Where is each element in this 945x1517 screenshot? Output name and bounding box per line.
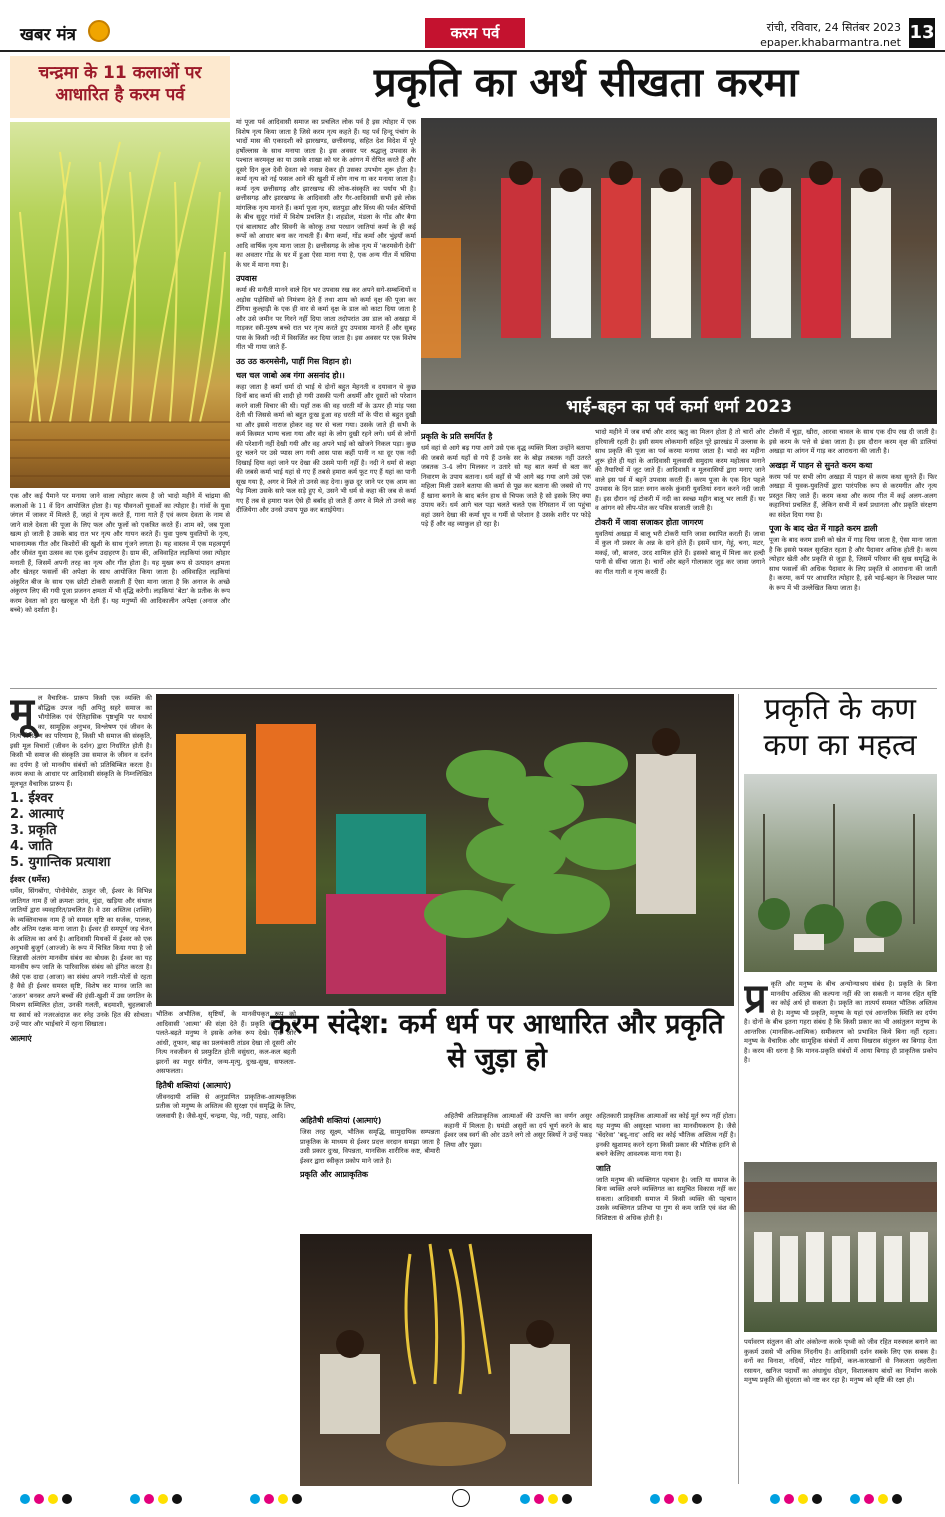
registration-dot <box>158 1494 168 1504</box>
middle-headline: करम संदेश: कर्म धर्म पर आधारित और प्रकृति से जुड़ा हो <box>270 1009 724 1074</box>
drummers-drawing <box>300 1234 592 1486</box>
registration-bar <box>0 1488 945 1510</box>
right-column-divider <box>738 694 739 1484</box>
verse-line-2: चल चल जाबो अब गंगा असनांद हो।। <box>236 370 345 380</box>
registration-dot <box>130 1494 140 1504</box>
registration-dot <box>520 1494 530 1504</box>
right-story-body <box>744 980 937 1158</box>
main-col-2 <box>421 428 591 684</box>
ritual-drawing <box>156 694 734 1006</box>
sprouts-basket-photo <box>10 122 230 488</box>
dancers-drawing <box>421 118 937 424</box>
brand-logo-icon <box>88 20 110 42</box>
sprouts-drawing <box>10 122 230 488</box>
main-col-1b-text: कर्मा की मनौती मानने वाले दिन भर उपवास रख कर अपने सगे-सम्बन्धियों व अड़ोस पड़ोसियों को निमंत्रण देते हैं तथा शाम को कर्मा वृक्ष की पूजा कर टँगिया कुल्हाड़ी के एक ही वार से कर्मा वृक्ष के डाल को काटा दिया जाता है और उसे जमीन पर गिरने नहीं दिया जाता तदोपरांत उस डाल को अखड़ा में गाड़कर स्त्री-पुरुष बच्चे रात भर नृत्य करते हुए उपवास मानते हैं और सुबह पास के किसी नदी में विसर्जित कर दिया जाता है। इस अवसर पर एक विशेष गीत भी गाया जाते हैं- <box>236 286 416 351</box>
right-story-body-2: पर्यावरण संतुलन की ओर अंकोल्ना करके पृथ्वी को जीव रहित मरुस्थल बनाने का कुकर्म उससे भी अधिक निंदनीय है। आदिवासी दर्शन सबके लिए एक सबक है। वनों का विनाश, नदियों, मोटर गाड़ियों, कल-कारखानों से निकलता जहरीला रसायन, खनिज पदार्थों का अंधाधुंध दोहन, विशालकाय बांधों का निर्माण करके मनुष्य प्रकृति की सुंदरता को नष्ट कर रहा है। मनुष्य को सृष्टि की रक्षा हो। <box>744 1338 937 1384</box>
main-col-3b-text: युवतियां अखड़ा में बालू भरी टोकरी यानि जावा स्थापित करती हैं। जावा में कुल नौ प्रकार के अन्न के दाने होते हैं। इसमें धान, गेहूं, चना, मटर, मकई, जौ, बाजरा, उरद शामिल होते हैं। इसको बालू में मिला कर हल्दी पानी से सींचा जाता है। चारों ओर बहनें गोलाकार जुड़ कर जावा जगाने का गीत गाती व नृत्य करती हैं। <box>595 529 765 576</box>
procession-photo <box>744 1162 937 1332</box>
registration-dot <box>548 1494 558 1504</box>
main-col-4 <box>769 428 937 684</box>
middle-col-2 <box>300 1112 440 1230</box>
registration-dot <box>650 1494 660 1504</box>
middle-col-1 <box>156 1010 296 1486</box>
registration-dot <box>292 1494 302 1504</box>
section-divider <box>10 688 937 689</box>
right-headline: प्रकृति के कण कण का महत्व <box>763 692 917 763</box>
registration-dot <box>692 1494 702 1504</box>
registration-dot <box>864 1494 874 1504</box>
verse-line-1: उठ उठ करमसेनी, पाहीं गिस विहान हो। <box>236 356 352 366</box>
middle-col-1-text: भौतिक अभौतिक, सृष्टियाँ, के मानवीयकृत रूप को आदिवासी 'आत्मा' की संज्ञा देते हैं। प्रकृति की गोद में पलते-बढ़ते मनुष्य ने इसके अनेक रूप देखे। एक ओर आंधी, तूफान, बाढ़ का प्रलयंकारी तांडव देखा तो दूसरी ओर नित्य नवजीवन से प्रस्फुटित होती वसुंधरा, कल-कल बहती झरनों का मधुर संगीत, जन्म-मृत्यु, दुःख-सुख, सफलता-असफलता। <box>156 1010 296 1075</box>
main-col-1-text: मां पूजा पर्व आदिवासी समाज का प्रचलित लोक पर्व है इस त्योहार में एक विशेष नृत्य किया जाता है जिसे करम नृत्य कहते हैं। यह पर्व हिन्दू पंचांग के भादों मास की एकादशी को झारखण्ड, छत्तीसगढ़, सहित देश विदेश में पूरे हर्षोल्लास के साथ मनाया जाता है। इस अवसर पर श्रद्धालु उपवास के पश्चात करमवृक्ष का या उसके शाखा को घर के आंगन में रोपित करते हैं और दूसरे दिन कुल देवी देवता को नवान्न देकर ही उसका उपभोग शुरू होता है। कर्मा नृत्य को नई फसल आने की खुशी में लोग नाच गा कर मनाया जाता है। कर्मा नृत्य छत्तीसगढ़ और झारखण्ड की लोक-संस्कृति का पर्याय भी है। छत्तीसगढ़ और झारखण्ड के आदिवासी और गैर-आदिवासी सभी इसे लोक मांगलिक नृत्य मानते हैं। कर्मा पूजा नृत्य, सतपुड़ा और विंध्य की पर्वत श्रेणियों के बीच सुदूर गांवों में विशेष प्रचलित है। शहडोल, मंडला के गोंड और बैगा एवं बालाघाट और सिवनी के कोरकू तथा परधान जातियां कर्मा के ही कई रूपों को आधार बना कर नाचती हैं। बैगा कर्मा, गोंड कर्मा और भुंइयाँ कर्मा आदि वार्षिक नृत्य माना जाता है। छत्तीसगढ़ के लोक नृत्य में 'करमसेनी देवी' का अवतार गोंड के घर में हुआ ऐसा माना गया है, एक अन्य गीत में घसिया के घर में माना गया है। <box>236 118 416 269</box>
brand-name: खबर मंत्र <box>20 25 77 45</box>
registration-dot <box>62 1494 72 1504</box>
lower-left-intro: ल वैचारिक- प्रारूप किसी एक व्यक्ति की बौद्धिक उपज नहीं अपितु सहरे समाज का भौगोलिक एवं ऐतिहासिक पृष्ठभूमि पर यथार्थ का, सामूहिक अनुभव, विश्लेषण एवं जीवन के नित्य निरीक्षण का परिणाम है, किसी भी समाज की संस्कृति, इसी मूल विचारों (जीवन के दर्शन) द्वारा निर्धारित होती है। किसी भी समाज की संस्कृति उस समाज के जीवन व दर्शन का दर्पण है जो मानवीय संबंधों को प्रतिबिम्बित करता है। करम कथा के आधार पर आदिवासी संस्कृति के निम्नलिखित मूलभूत वैचारिक प्रारूप हैं। <box>10 694 152 788</box>
side-headline: चन्द्रमा के 11 कलाओं पर आधारित है करम पर्व <box>38 63 202 105</box>
subhead-basket: टोकरी में जावा सजाकर होता जागरण <box>595 517 704 527</box>
main-col-3-text: भादो महीने में जब वर्षा और शरद ऋतु का मिलन होता है तो चारों ओर हरियाली रहती है। इसी समय लोकमानी सहित पूरे झारखंड में उल्लास के साथ प्रकृति की पूजा का पर्व करमा मनाया जाता है। भादो का महीना शुरू होते ही यहां के आदिवासी मूलवासी समुदाय करम महोत्सव मनाने की तैयारियों में जुट जाते हैं। आदिवासी व मूलवासियों द्वारा मनाए जाने वाले इस पर्व में बहनें उपवास करती हैं। करम पूजा के एक दिन पहले उपवास के दिन प्रातः स्नान करके कुंवारी युवतियां स्नान करने नदी जाती हैं। इस दौरान नई टोकरी में नदी का स्वच्छ महीन बालू भर लाती हैं। घर व आंगन को लीप-पोत कर पवित्र सजाती जाती है। <box>595 428 765 512</box>
middle-col-4 <box>596 1112 736 1486</box>
main-headline: प्रकृति का अर्थ सीखता करमा <box>373 60 799 106</box>
registration-dot <box>892 1494 902 1504</box>
subhead-god: ईश्वर (धर्मेस) <box>10 875 51 884</box>
registration-dot <box>48 1494 58 1504</box>
middle-col-1b-text: जीवनदायी शक्ति से अनुप्राणित प्राकृतिक-आत्मकृतिक प्रतीक जो मनुष्य के अस्तित्व की सुरक्षा एवं समृद्धि के लिए, जलवायी है। जैसे-सूर्य, चन्द्रमा, पेड़, नदी, पहाड़, आदि। <box>156 1092 296 1120</box>
right-story-text: कृति और मनुष्य के बीच अन्योन्याश्रय संबंध है। प्रकृति के बिना मानवीय अस्तित्व की कल्पना नहीं की जा सकती न मानव रहित सृष्टि का कोई अर्थ हो सकता है। प्रकृति का तात्पर्य समस्त भौतिक अस्तित्व से है। मनुष्य भी प्रकृति, मनुष्य के यहां एवं आन्तरिक स्थिति का दर्पण है। दोनों के बीच इतना गहरा संबंध है कि किसी प्रकार का भी असंतुलन मनुष्य के आन्तरिक (मानसिक-आत्मिक) समीकरण को प्रभावित किये बिना नहीं रहता। मनुष्य के वैचारिक और सामूहिक संबंधों में आया विखराव संतुलन का बिगाड़ देता है। करम की धरना है कि मानव-प्रकृति संबंधों में आया बिगाड़ ही प्राकृतिक प्रकोप है। <box>744 980 937 1064</box>
registration-dot <box>144 1494 154 1504</box>
registration-dot <box>798 1494 808 1504</box>
registration-dot <box>770 1494 780 1504</box>
concept-5: 5. युगान्तिक प्रत्याशा <box>10 855 111 870</box>
concept-3: 3. प्रकृति <box>10 823 57 838</box>
ritual-offering-photo <box>156 694 734 1006</box>
registration-dot <box>172 1494 182 1504</box>
lower-left-body: धर्मेस, सिंगबोंगा, पोनोमेसेर, ठाकुर जी, ईश्वर के विभिन्न जातिगत नाम हैं जो क्रमशः उरांव, मुंडा, खड़िया और संथाल जातियों द्वारा व्यवहारित/प्रचलित है। वे उस अस्तित्व (शक्ति) के व्यक्तिवाचक नाम हैं जो समस्त सृष्टि का सर्जक, पालक, और अंतिम रक्षक माना जाता है। ईश्वर ही समपूर्ण जड़ चेतन के अस्तित्व का अर्थ है। आदिवासी मिथकों में ईश्वर को एक अनुभवी बुजुर्ग (आज्जो) के रूप में चित्रित किया गया है जो जिज्ञासी अंतरंग मानवीय संबंध का बोधक है। ईश्वर का यह मानवीय रूप जाति के पारिवारिक संबंध को इंगित करता है। जैसे एक दादा (आजा) का संबंध अपने नाती-पोतों से रहता है वैसे ही ईश्वर समस्त सृष्टि, विशेष कर मानव जाति का 'अजन' बनकर अपने बच्चों की हंसी-खुशी में उस जगतिन के मिश्रण सम्मिलित होता, उनकी गलती, बदमाशी, चुहलबाजी या स्वार्थ को नजरअंदाज कर स्नेह उनके हित की सोचता। उन्हें प्यार और भाईचारे में रहना सिखाता। <box>10 887 152 1028</box>
section-tag: करम पर्व <box>425 18 525 48</box>
page-number: 13 <box>909 18 935 48</box>
concept-4: 4. जाति <box>10 839 53 854</box>
middle-col-4b-text: जाति मनुष्य की व्यक्तिगत पहचान है। जाति या समाज के बिना व्यक्ति अपने व्यक्तिगत का समुचित विकास नहीं कर सकता। आदिवासी समाज में किसी व्यक्ति की पहचान उसके व्यक्तिगत प्रतिभा या गुण से कम जाति एवं वंश की विशिष्टता से अधिक होती है। <box>596 1175 736 1222</box>
drummers-photo <box>300 1234 592 1486</box>
date-text: रांची, रविवार, 24 सितंबर 2023 <box>766 21 901 34</box>
subhead-nature: प्रकृति के प्रति समर्पित है <box>421 432 493 441</box>
registration-dot <box>264 1494 274 1504</box>
side-story-body: एक और कई पैमाने पर मनाया जाने वाला त्योहार करम है जो भादो महीने में चांद्रमा की कलाओं के 11 वें दिन आयोजित होता है। यह यौवनओं युवाओं का त्योहार है। गांवों के युवा जंगल में जाकर में मिलते हैं, जहां वे नृत्य करते हैं, गाना गाते हैं एवं करम देवता के नाम से जाने वाले देवता की पूजा के लिए फल और फूलों को एकत्रित करते हैं। शाम को, जब पूजा खत्म हो जाती है उसके बाद रात भर नृत्य और गायन करते हैं। युवा पुरुष युवतियों के नृत्य, भावनात्मक गीत और किशोरों की खुशी के साथ गूंजने लगता है। यह वास्तव में एक महत्वपूर्ण और जीवंत युवा उत्सव का एक दुर्लभ उदाहरण है। ग्राम की, अविवाहित लड़कियां जवा त्योहार मनाती हैं, जिसमें अपनी तरह का नृत्य और गीत होता है। यह मुख्य रूप से उत्पादन क्षमता और खेतहर फसलों की अपेक्षा के साथ आयोजित किया जाता है। अविवाहित लड़कियां अंकुरित बीज के साथ एक छोटी टोकरी सजाती हैं ऐसा माना जाता है कि अनाज के अच्छे अंकुरण लिए की गयी पूजा प्रजनन क्षमता में भी वृद्धि करेगी। लड़कियां 'बेटा' के प्रतीक के रूप करम देवता को हरा खरबूज भी देती हैं। यह मनुष्यों की आदिकालीन अपेक्षा (अनाज और बच्चे) को दर्शाता है। <box>10 492 230 614</box>
subhead-benevolent: हितैषी शक्तियां (आत्माएं) <box>156 1080 232 1090</box>
registration-crosshair-icon <box>452 1489 470 1507</box>
registration-dot <box>878 1494 888 1504</box>
registration-dot <box>850 1494 860 1504</box>
registration-dot <box>278 1494 288 1504</box>
registration-dot <box>34 1494 44 1504</box>
registration-dot <box>20 1494 30 1504</box>
side-headline-box <box>10 56 230 118</box>
registration-dot <box>664 1494 674 1504</box>
main-col-4-text: टोकरी में चूड़ा, खीरा, आरवा चावल के साथ एक दीप रख दी जाती है। इसे करम के पत्ते से ढंका जाता है। इस दौरान करम वृक्ष की डालियां अखड़ा या आंगन में गाड़ कर आराधना की जाती है। <box>769 428 937 455</box>
procession-drawing <box>744 1162 937 1332</box>
subhead-souls: आत्माएं <box>10 1033 32 1043</box>
subhead-story: अखड़ा में पाहन से सुनते करम कथा <box>769 460 873 470</box>
middle-col-3 <box>444 1112 592 1230</box>
middle-col-4-text: अहितकारी प्राकृतिक आत्माओं का कोई मूर्त रूप नहीं होता। यह मनुष्य की असुरक्षा भावना का मानवीयकरण है। जैसे 'चेंदरेवा' 'बदू-नाद' आदि का कोई भौतिक अस्तित्व नहीं है। इनकी खुशामद करने रहना किसी प्रकार की भौतिक हानि से बचने केलिए आवश्यक माना गया है। <box>596 1112 736 1158</box>
right-drop-letter: प्र <box>744 980 767 1022</box>
main-col-3 <box>595 428 765 684</box>
main-col-1 <box>236 118 416 684</box>
website-link[interactable]: epaper.khabarmantra.net <box>760 36 901 49</box>
subhead-natural: प्रकृति और आप्राकृतिक <box>300 1170 369 1179</box>
photo-caption: भाई-बहन का पर्व कर्मा धर्मा 2023 <box>421 390 937 424</box>
subhead-malevolent: अहितैषी शक्तियां (आत्माएं) <box>300 1116 382 1125</box>
subhead-caste: जाति <box>596 1163 611 1173</box>
registration-dot <box>784 1494 794 1504</box>
dateline <box>760 20 901 50</box>
lower-left-column <box>10 694 152 1486</box>
middle-col-2-text: जिस तरह सूक्ष्म, भौतिक समृद्धि, सामुदायिक सम्पन्नता प्राकृतिक के माध्यम से ईश्वर प्रदत्त वरदान समझा जाता है उसी प्रकार दुःख, विपन्नता, मानसिक शारीरिक कष्ट, बीमारी ईश्वर द्वारा स्वीकृत प्रकोप माने जाते है। <box>300 1128 440 1165</box>
shrine-photo <box>744 774 937 972</box>
festival-dance-photo <box>421 118 937 424</box>
registration-dot <box>562 1494 572 1504</box>
subhead-fast: उपवास <box>236 274 257 283</box>
concept-2: 2. आत्माएं <box>10 807 64 822</box>
middle-col-3-text: अहितैषी अतिप्राकृतिक आत्माओं की उत्पत्ति का वर्णन असुर कहानी में मिलता है। घमंडी असुरों का दर्प चूर्ण करने के बाद ईश्वर जब स्वर्ग की ओर उठने लगे तो असुर स्त्रियों ने उन्हें पकड़ लिया और पूछा। <box>444 1112 592 1149</box>
concept-1: 1. ईश्वर <box>10 791 53 806</box>
registration-dot <box>812 1494 822 1504</box>
registration-dot <box>250 1494 260 1504</box>
main-col-4c-text: पूजा के बाद करम डाली को खेत में गाड़ दिया जाता है, ऐसा माना जाता है कि इससे फसल सुरक्षित रहता है और पैदावार अधिक होती है। करम त्योहार खेती और प्रकृति से जुड़ा है, जिसमें परिवार की सुख समृद्धि के साथ फसलों की अधिक पैदावार के लिए प्रकृति से आराधना की जाती है। करमा, कर्म पर आधारित त्योहार है, इसे भाई-बहन के निश्छल प्यार के रूप में भी उल्लेखित किया जाता है। <box>769 536 937 592</box>
main-col-2-text: कहा जाता है कर्मा धर्मा दो भाई थे दोनों बहुत मेहनती व दयावान थे कुछ दिनों बाद कर्मा की शादी हो गयी उसकी पत्नी अधर्मी और दूसरों को परेशान करने वाली विचार की थी। यहाँ तक की वह धरती माँ के ऊपर ही मांड़ पसा देती थी जिससे कर्मा को बहुत दुःख हुआ वह धरती माँ के पीरा से बहुत दुखी था और इससे नाराज होकर वह घर से चला गया। उसके जाते ही सभी के कर्म किस्मत भाग्य चला गया और वहां के लोग दुखी रहने लगे। धर्म से लोगों की परेशानी नहीं देखी गयी और वह अपने भाई को खोजने निकल पड़ा। कुछ दूर चलने पर उसे प्यास लग गयी आस पास कहीं पानी न था दूर एक नदी दिखाई दिया वहां जाने पर देखा की उसमे पानी नहीं है। नदी ने धर्मा से कहा की जबसे कर्मा भाई यहां से गए हैं तबसे हमारा कर्म फूट गए हैं यहां का पानी सूख गया है, अगर वे मिले तो उनसे कह देना। कुछ दूर जाने पर एक आम का पेड़ मिला उसके सारे फल सड़े हुए थे, उसने भी धर्म से कहा की जब से कर्मा गए हैं तब से हमारा फल ऐसे ही बर्बाद हो जाते हैं अगर वे मिले तो उनसे कह दीजियेगा और उनसे उपाय पूछ कर बताईयेगा। <box>236 382 416 514</box>
shrine-drawing <box>744 774 937 972</box>
main-col-4b-text: करम पर्व पर सभी लोग अखड़ा में पाहन से करम कथा सुनते हैं। फिर अखड़ा में युवक-युवतियों द्वारा पारंपरिक रूप से करमगीत और नृत्य प्रस्तुत किए जाते हैं। करम कथा और करम गीत में कई अलग-अलग कहानियां प्रचलित हैं, लेकिन सभी में कर्म प्रधानता और प्रकृति संरक्षण का संदेश दिया गया है। <box>769 472 937 519</box>
drop-letter: मू <box>10 694 34 736</box>
registration-dot <box>678 1494 688 1504</box>
registration-dot <box>534 1494 544 1504</box>
subhead-field: पूजा के बाद खेत में गाड़ते करम डाली <box>769 524 878 533</box>
main-col-2b-text: धर्म वहां से आगे बढ़ गया आगे उसे एक वृद्ध व्यक्ति मिला उन्होंने बताया की जबसे कर्मा यहाँ से गये हैं उनके सर के बोझ तबतक नहीं उतरते जबतक 3-4 लोग मिलकर न उतारे सो यह बात कर्मा से बता कर निवारण के उपाय बताना। धर्म वहाँ से भी आगे बढ़ गया आगे उसे एक महिला मिली उसने बताया की कर्मा से पूछ कर बताना की जबसे वो गए हैं खाना बनाने के बाद बर्तन हाथ से चिपक जाते है सो इसके लिए क्या उपाय करें। धर्म आगे चल पड़ा चलते चलते एक रेगिस्तान में जा पहुंचा वहां उसने देखा की कर्मा धूप व गर्मी से परेशान है उसके शरीर पर फोड़े पड़े हैं और वह व्याकुल हो रहा है। <box>421 444 591 528</box>
